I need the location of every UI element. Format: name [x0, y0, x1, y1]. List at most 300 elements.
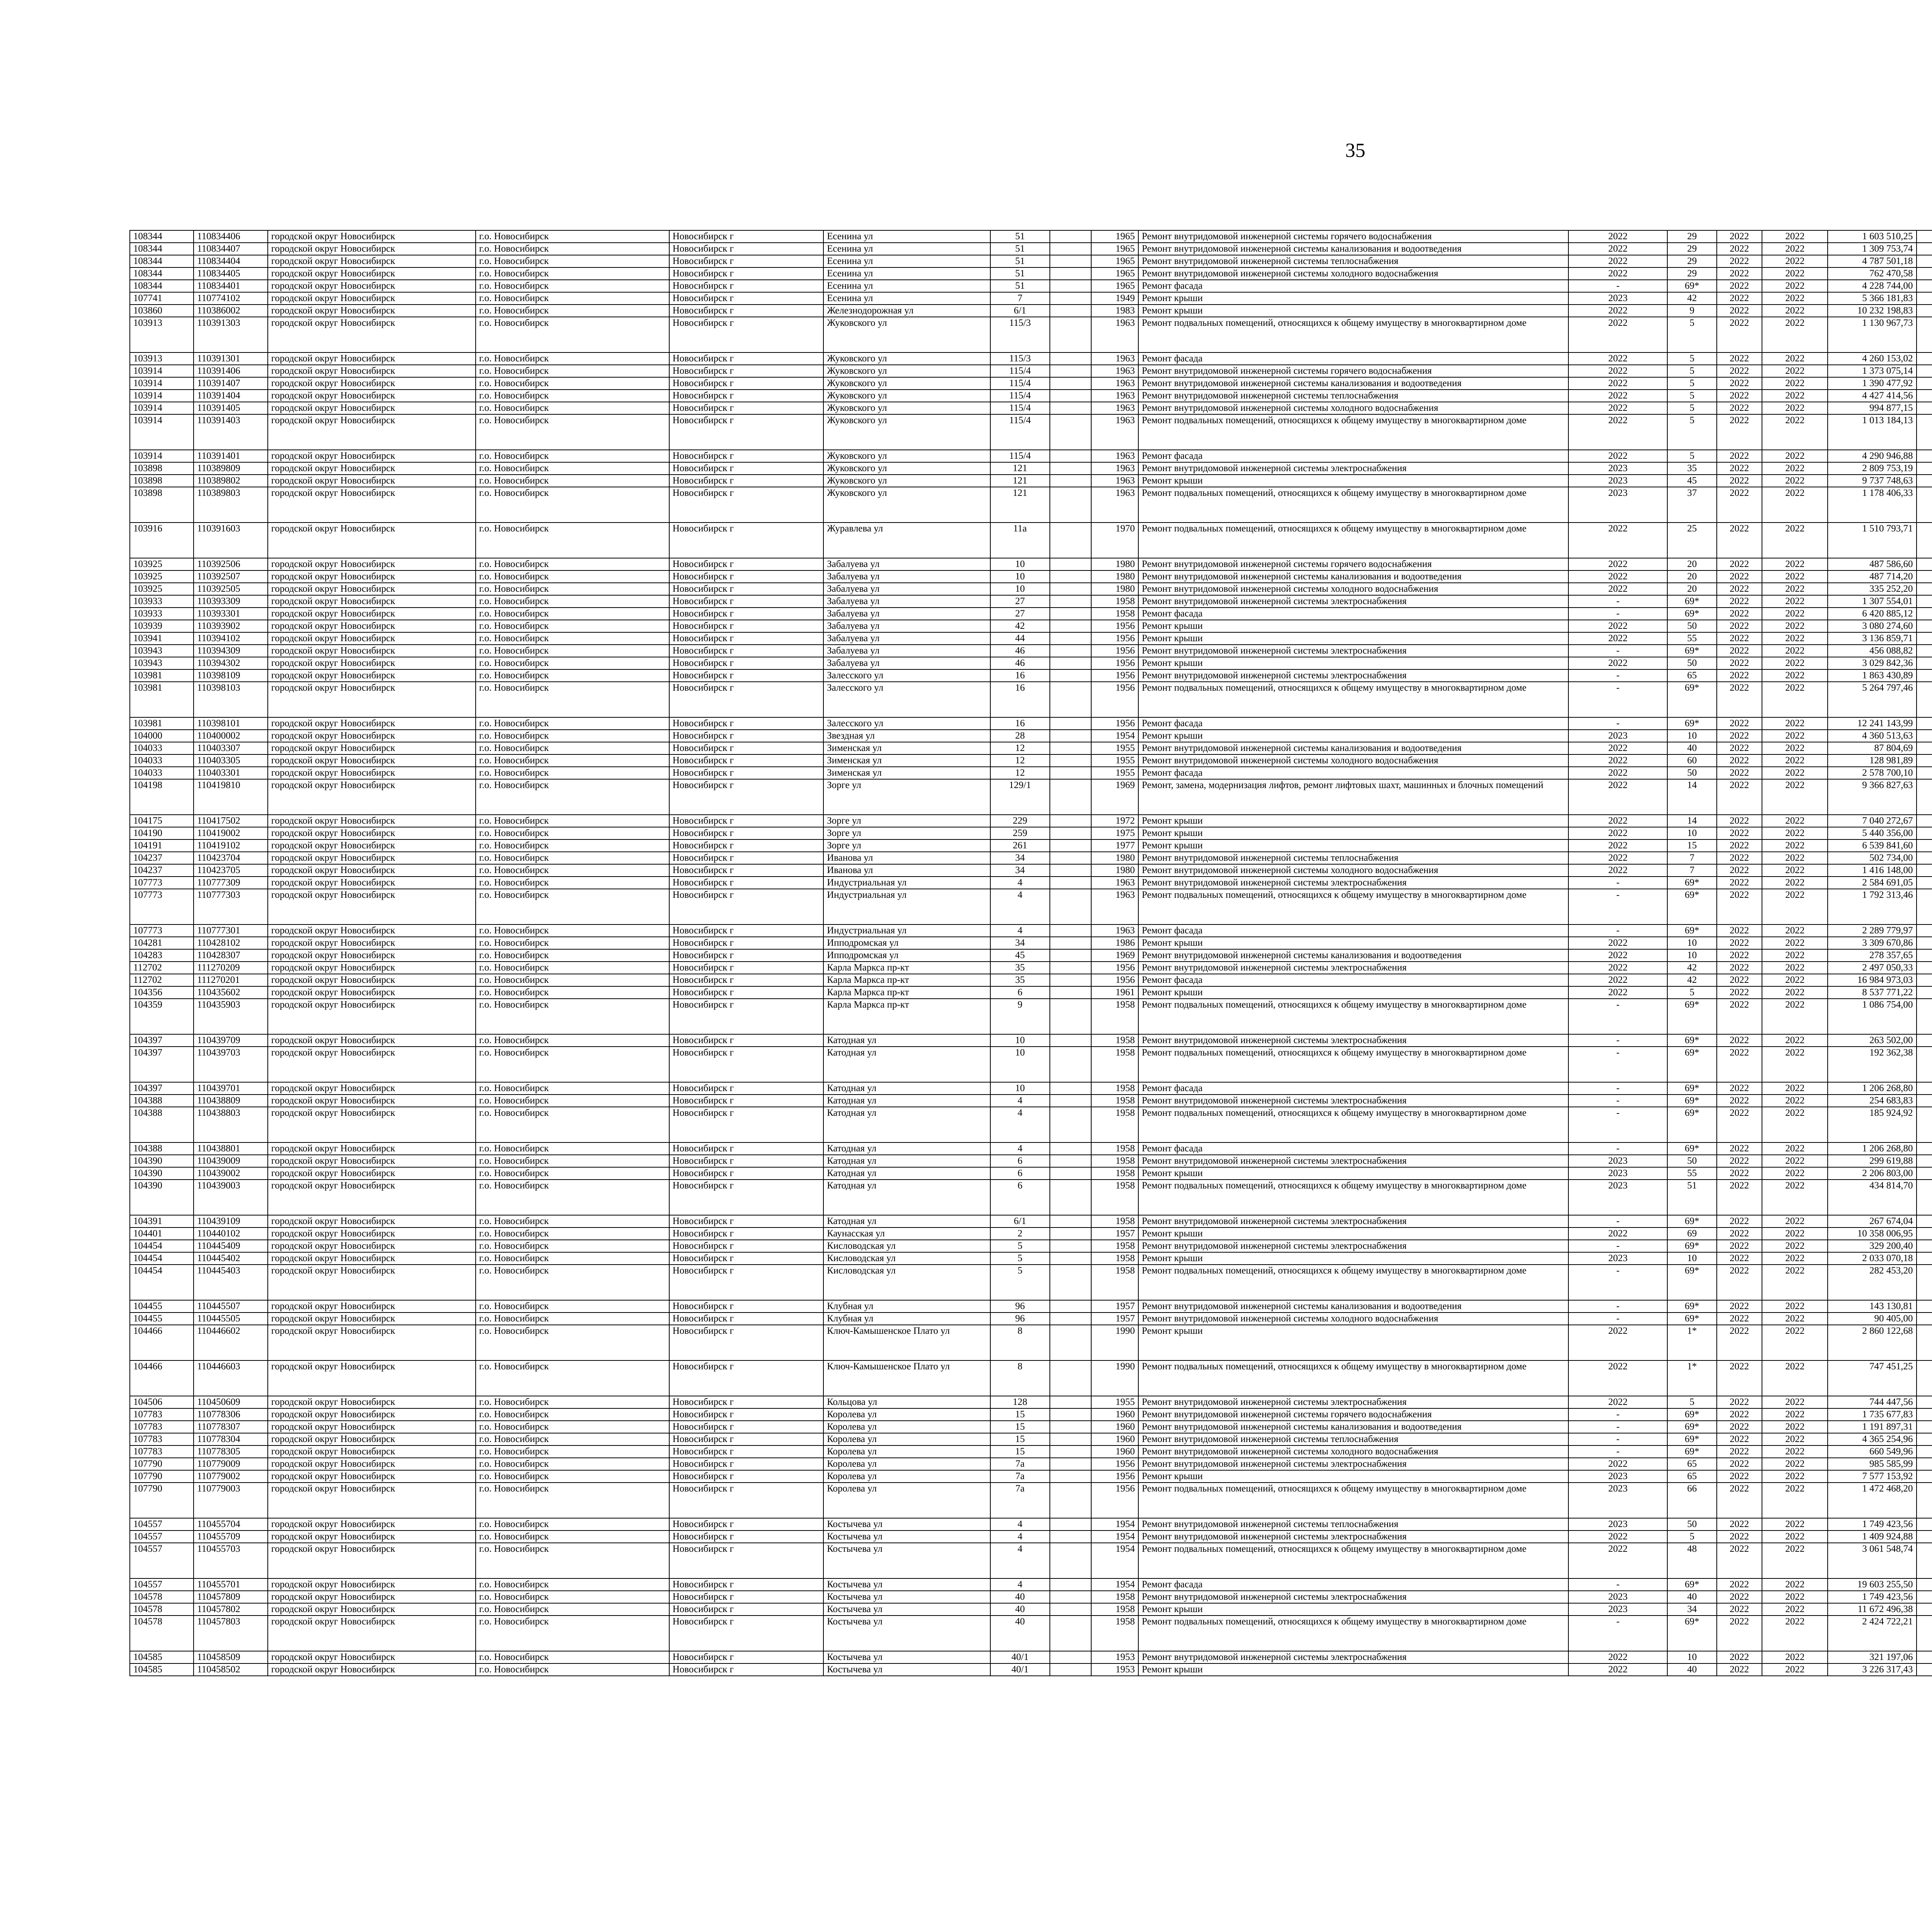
- cell-year: 1954: [1091, 1518, 1139, 1531]
- table-row: [130, 1360, 1932, 1396]
- cell-plan-year: 2022: [1568, 414, 1667, 450]
- cell-id: 108344: [130, 267, 194, 280]
- cell-settlement: г.о. Новосибирск: [476, 986, 669, 999]
- cell-cost-fund: [1917, 317, 1932, 352]
- cell-settlement: г.о. Новосибирск: [476, 570, 669, 583]
- cell-work: Ремонт внутридомовой инженерной системы электроснабжения: [1138, 1396, 1568, 1408]
- cell-settlement: г.о. Новосибирск: [476, 1470, 669, 1483]
- cell-lifetime: 69*: [1667, 1433, 1717, 1445]
- cell-work: Ремонт внутридомовой инженерной системы горячего водоснабжения: [1138, 1408, 1568, 1421]
- cell-work: Ремонт, замена, модернизация лифтов, ремонт лифтовых шахт, машинных и блочных помещений: [1138, 779, 1568, 815]
- cell-cost-total: 8 537 771,22: [1828, 986, 1916, 999]
- cell-settlement: г.о. Новосибирск: [476, 475, 669, 487]
- cell-plan-year: -: [1568, 1240, 1667, 1252]
- cell-lifetime: 5: [1667, 450, 1717, 462]
- cell-work: Ремонт подвальных помещений, относящихся к общему имуществу в многоквартирном доме: [1138, 889, 1568, 924]
- cell-cost-fund: [1917, 1433, 1932, 1445]
- cell-house: 10: [990, 1047, 1050, 1082]
- cell-settlement: г.о. Новосибирск: [476, 1167, 669, 1180]
- cell-end-year: 2022: [1762, 414, 1828, 450]
- cell-end-year: 2022: [1762, 1325, 1828, 1360]
- cell-street: Каунасская ул: [823, 1227, 990, 1240]
- cell-street: Зименская ул: [823, 767, 990, 779]
- cell-cost-fund: [1917, 1240, 1932, 1252]
- cell-work: Ремонт внутридомовой инженерной системы канализования и водоотведения: [1138, 1300, 1568, 1313]
- cell-work: Ремонт крыши: [1138, 986, 1568, 999]
- cell-municipality: городской округ Новосибирск: [268, 462, 476, 475]
- cell-cost-total: 4 427 414,56: [1828, 390, 1916, 402]
- cell-settlement: г.о. Новосибирск: [476, 1518, 669, 1531]
- cell-locality: Новосибирск г: [669, 1265, 824, 1300]
- cell-lifetime: 10: [1667, 1252, 1717, 1265]
- cell-municipality: городской округ Новосибирск: [268, 1663, 476, 1676]
- cell-street: Кольцова ул: [823, 1396, 990, 1408]
- cell-id: 104359: [130, 999, 194, 1034]
- cell-municipality: городской округ Новосибирск: [268, 889, 476, 924]
- cell-locality: Новосибирск г: [669, 1531, 824, 1543]
- cell-municipality: городской округ Новосибирск: [268, 877, 476, 889]
- cell-start-year: 2022: [1717, 815, 1762, 827]
- table-row: [130, 1651, 1932, 1663]
- cell-code: 110394102: [194, 632, 268, 645]
- cell-municipality: городской округ Новосибирск: [268, 390, 476, 402]
- cell-code: 110445505: [194, 1313, 268, 1325]
- cell-code: 110439109: [194, 1215, 268, 1227]
- cell-street: Катодная ул: [823, 1167, 990, 1180]
- cell-work: Ремонт внутридомовой инженерной системы электроснабжения: [1138, 877, 1568, 889]
- cell-start-year: 2022: [1717, 608, 1762, 620]
- cell-end-year: 2022: [1762, 1095, 1828, 1107]
- cell-id: 104356: [130, 986, 194, 999]
- cell-end-year: 2022: [1762, 280, 1828, 292]
- cell-street: Жуковского ул: [823, 377, 990, 390]
- cell-work: Ремонт внутридомовой инженерной системы электроснабжения: [1138, 1215, 1568, 1227]
- table-row: [130, 462, 1932, 475]
- cell-code: 110403301: [194, 767, 268, 779]
- page-number: 35: [1345, 140, 1366, 162]
- cell-locality: Новосибирск г: [669, 864, 824, 877]
- cell-street: Забалуева ул: [823, 570, 990, 583]
- cell-id: 103913: [130, 352, 194, 365]
- cell-work: Ремонт внутридомовой инженерной системы теплоснабжения: [1138, 852, 1568, 864]
- cell-code: 110438809: [194, 1095, 268, 1107]
- cell-cost-fund: [1917, 402, 1932, 414]
- cell-plan-year: 2022: [1568, 767, 1667, 779]
- cell-code: 110394302: [194, 657, 268, 669]
- cell-id: 103943: [130, 657, 194, 669]
- cell-cost-total: 1 307 554,01: [1828, 595, 1916, 608]
- table-row: [130, 230, 1932, 243]
- cell-lifetime: 69*: [1667, 1616, 1717, 1651]
- table-row: [130, 962, 1932, 974]
- cell-cost-total: 456 088,82: [1828, 645, 1916, 657]
- cell-plan-year: -: [1568, 1313, 1667, 1325]
- cell-lifetime: 69*: [1667, 924, 1717, 937]
- cell-house: 115/4: [990, 402, 1050, 414]
- cell-year: 1965: [1091, 230, 1139, 243]
- cell-municipality: городской округ Новосибирск: [268, 1107, 476, 1142]
- cell-work: Ремонт фасада: [1138, 717, 1568, 730]
- cell-street: Королева ул: [823, 1458, 990, 1470]
- cell-cost-fund: [1917, 352, 1932, 365]
- cell-corp: [1050, 255, 1091, 267]
- cell-locality: Новосибирск г: [669, 402, 824, 414]
- cell-municipality: городской округ Новосибирск: [268, 450, 476, 462]
- cell-house: 9: [990, 999, 1050, 1034]
- cell-house: 115/3: [990, 352, 1050, 365]
- cell-street: Есенина ул: [823, 292, 990, 305]
- cell-municipality: городской округ Новосибирск: [268, 267, 476, 280]
- cell-cost-fund: [1917, 1360, 1932, 1396]
- cell-municipality: городской округ Новосибирск: [268, 1396, 476, 1408]
- cell-street: Клубная ул: [823, 1313, 990, 1325]
- cell-cost-total: 192 362,38: [1828, 1047, 1916, 1082]
- cell-end-year: 2022: [1762, 267, 1828, 280]
- cell-street: Забалуева ул: [823, 595, 990, 608]
- cell-street: Индустриальная ул: [823, 889, 990, 924]
- cell-plan-year: -: [1568, 1433, 1667, 1445]
- cell-id: 104466: [130, 1325, 194, 1360]
- cell-municipality: городской округ Новосибирск: [268, 620, 476, 632]
- cell-house: 40: [990, 1603, 1050, 1616]
- cell-municipality: городской округ Новосибирск: [268, 779, 476, 815]
- cell-cost-total: 263 502,00: [1828, 1034, 1916, 1047]
- cell-work: Ремонт внутридомовой инженерной системы электроснабжения: [1138, 1591, 1568, 1603]
- cell-lifetime: 69*: [1667, 1047, 1717, 1082]
- cell-code: 110445402: [194, 1252, 268, 1265]
- cell-code: 110834404: [194, 255, 268, 267]
- cell-start-year: 2022: [1717, 230, 1762, 243]
- cell-settlement: г.о. Новосибирск: [476, 852, 669, 864]
- cell-work: Ремонт внутридомовой инженерной системы горячего водоснабжения: [1138, 365, 1568, 377]
- cell-cost-total: 282 453,20: [1828, 1265, 1916, 1300]
- cell-house: 115/4: [990, 377, 1050, 390]
- cell-end-year: 2022: [1762, 1252, 1828, 1265]
- cell-start-year: 2022: [1717, 1396, 1762, 1408]
- cell-id: 104391: [130, 1215, 194, 1227]
- cell-cost-total: 3 136 859,71: [1828, 632, 1916, 645]
- cell-lifetime: 69*: [1667, 1300, 1717, 1313]
- cell-cost-total: 6 539 841,60: [1828, 839, 1916, 852]
- cell-lifetime: 35: [1667, 462, 1717, 475]
- cell-start-year: 2022: [1717, 402, 1762, 414]
- cell-municipality: городской округ Новосибирск: [268, 937, 476, 949]
- cell-street: Зорге ул: [823, 779, 990, 815]
- table-row: [130, 1142, 1932, 1155]
- cell-end-year: 2022: [1762, 1300, 1828, 1313]
- cell-end-year: 2022: [1762, 608, 1828, 620]
- cell-corp: [1050, 1047, 1091, 1082]
- cell-code: 110423704: [194, 852, 268, 864]
- cell-code: 110394309: [194, 645, 268, 657]
- cell-end-year: 2022: [1762, 1651, 1828, 1663]
- cell-settlement: г.о. Новосибирск: [476, 1663, 669, 1676]
- cell-locality: Новосибирск г: [669, 243, 824, 255]
- cell-start-year: 2022: [1717, 1300, 1762, 1313]
- cell-cost-total: 1 390 477,92: [1828, 377, 1916, 390]
- cell-work: Ремонт внутридомовой инженерной системы электроснабжения: [1138, 645, 1568, 657]
- cell-street: Королева ул: [823, 1445, 990, 1458]
- cell-end-year: 2022: [1762, 1082, 1828, 1095]
- cell-locality: Новосибирск г: [669, 1458, 824, 1470]
- cell-start-year: 2022: [1717, 595, 1762, 608]
- cell-start-year: 2022: [1717, 390, 1762, 402]
- cell-locality: Новосибирск г: [669, 1578, 824, 1591]
- cell-cost-total: 7 040 272,67: [1828, 815, 1916, 827]
- cell-year: 1958: [1091, 999, 1139, 1034]
- cell-id: 104454: [130, 1240, 194, 1252]
- cell-street: Зорге ул: [823, 827, 990, 839]
- cell-settlement: г.о. Новосибирск: [476, 657, 669, 669]
- table-row: [130, 742, 1932, 754]
- cell-cost-fund: [1917, 608, 1932, 620]
- cell-work: Ремонт внутридомовой инженерной системы холодного водоснабжения: [1138, 754, 1568, 767]
- cell-id: 104585: [130, 1651, 194, 1663]
- cell-lifetime: 9: [1667, 305, 1717, 317]
- cell-cost-total: 2 578 700,10: [1828, 767, 1916, 779]
- cell-year: 1958: [1091, 1616, 1139, 1651]
- table-row: [130, 450, 1932, 462]
- cell-settlement: г.о. Новосибирск: [476, 1034, 669, 1047]
- cell-locality: Новосибирск г: [669, 827, 824, 839]
- cell-lifetime: 40: [1667, 742, 1717, 754]
- cell-code: 110445403: [194, 1265, 268, 1300]
- cell-year: 1956: [1091, 620, 1139, 632]
- cell-settlement: г.о. Новосибирск: [476, 1445, 669, 1458]
- cell-settlement: г.о. Новосибирск: [476, 1651, 669, 1663]
- cell-municipality: городской округ Новосибирск: [268, 1142, 476, 1155]
- cell-municipality: городской округ Новосибирск: [268, 414, 476, 450]
- cell-settlement: г.о. Новосибирск: [476, 1142, 669, 1155]
- cell-locality: Новосибирск г: [669, 414, 824, 450]
- cell-street: Катодная ул: [823, 1142, 990, 1155]
- cell-work: Ремонт подвальных помещений, относящихся к общему имуществу в многоквартирном доме: [1138, 487, 1568, 523]
- cell-settlement: г.о. Новосибирск: [476, 1578, 669, 1591]
- cell-corp: [1050, 1445, 1091, 1458]
- cell-cost-fund: [1917, 877, 1932, 889]
- cell-house: 96: [990, 1300, 1050, 1313]
- cell-house: 229: [990, 815, 1050, 827]
- cell-locality: Новосибирск г: [669, 1591, 824, 1603]
- cell-start-year: 2022: [1717, 1360, 1762, 1396]
- cell-settlement: г.о. Новосибирск: [476, 1095, 669, 1107]
- cell-settlement: г.о. Новосибирск: [476, 1360, 669, 1396]
- cell-cost-fund: [1917, 230, 1932, 243]
- cell-code: 110428307: [194, 949, 268, 962]
- cell-year: 1954: [1091, 1578, 1139, 1591]
- cell-municipality: городской округ Новосибирск: [268, 974, 476, 986]
- cell-year: 1958: [1091, 1215, 1139, 1227]
- cell-code: 110423705: [194, 864, 268, 877]
- cell-cost-fund: [1917, 1300, 1932, 1313]
- cell-end-year: 2022: [1762, 864, 1828, 877]
- cell-id: 103914: [130, 450, 194, 462]
- cell-lifetime: 69*: [1667, 1445, 1717, 1458]
- cell-end-year: 2022: [1762, 1180, 1828, 1215]
- cell-year: 1957: [1091, 1300, 1139, 1313]
- cell-cost-total: 1 603 510,25: [1828, 230, 1916, 243]
- cell-code: 110403307: [194, 742, 268, 754]
- cell-year: 1960: [1091, 1421, 1139, 1433]
- cell-locality: Новосибирск г: [669, 645, 824, 657]
- cell-year: 1958: [1091, 1167, 1139, 1180]
- cell-street: Забалуева ул: [823, 558, 990, 570]
- cell-id: 103933: [130, 595, 194, 608]
- cell-lifetime: 69*: [1667, 1142, 1717, 1155]
- cell-locality: Новосибирск г: [669, 1543, 824, 1578]
- cell-municipality: городской округ Новосибирск: [268, 1591, 476, 1603]
- cell-corp: [1050, 280, 1091, 292]
- cell-plan-year: 2022: [1568, 243, 1667, 255]
- cell-street: Залесского ул: [823, 669, 990, 682]
- cell-house: 51: [990, 255, 1050, 267]
- cell-corp: [1050, 1240, 1091, 1252]
- cell-code: 110455704: [194, 1518, 268, 1531]
- cell-start-year: 2022: [1717, 1578, 1762, 1591]
- cell-corp: [1050, 924, 1091, 937]
- cell-plan-year: 2022: [1568, 815, 1667, 827]
- cell-locality: Новосибирск г: [669, 280, 824, 292]
- cell-year: 1955: [1091, 754, 1139, 767]
- cell-lifetime: 69*: [1667, 1082, 1717, 1095]
- cell-code: 110457802: [194, 1603, 268, 1616]
- cell-lifetime: 50: [1667, 1155, 1717, 1167]
- cell-start-year: 2022: [1717, 1227, 1762, 1240]
- cell-year: 1956: [1091, 974, 1139, 986]
- cell-work: Ремонт внутридомовой инженерной системы электроснабжения: [1138, 1240, 1568, 1252]
- cell-street: Забалуева ул: [823, 608, 990, 620]
- cell-street: Забалуева ул: [823, 583, 990, 595]
- cell-cost-total: 2 424 722,21: [1828, 1616, 1916, 1651]
- cell-cost-fund: [1917, 462, 1932, 475]
- cell-locality: Новосибирск г: [669, 999, 824, 1034]
- table-row: [130, 1167, 1932, 1180]
- cell-municipality: городской округ Новосибирск: [268, 243, 476, 255]
- cell-work: Ремонт крыши: [1138, 1603, 1568, 1616]
- cell-end-year: 2022: [1762, 999, 1828, 1034]
- cell-cost-total: 1 792 313,46: [1828, 889, 1916, 924]
- cell-end-year: 2022: [1762, 632, 1828, 645]
- cell-start-year: 2022: [1717, 620, 1762, 632]
- cell-end-year: 2022: [1762, 1265, 1828, 1300]
- cell-cost-total: 7 577 153,92: [1828, 1470, 1916, 1483]
- cell-end-year: 2022: [1762, 1445, 1828, 1458]
- cell-locality: Новосибирск г: [669, 852, 824, 864]
- cell-plan-year: -: [1568, 1300, 1667, 1313]
- cell-work: Ремонт крыши: [1138, 305, 1568, 317]
- cell-settlement: г.о. Новосибирск: [476, 999, 669, 1034]
- cell-code: 110778307: [194, 1421, 268, 1433]
- cell-work: Ремонт внутридомовой инженерной системы электроснабжения: [1138, 1651, 1568, 1663]
- cell-street: Звездная ул: [823, 730, 990, 742]
- table-row: [130, 365, 1932, 377]
- cell-plan-year: 2022: [1568, 754, 1667, 767]
- cell-house: 16: [990, 669, 1050, 682]
- table-row: [130, 877, 1932, 889]
- cell-code: 110391403: [194, 414, 268, 450]
- cell-id: 108344: [130, 255, 194, 267]
- cell-cost-total: 19 603 255,50: [1828, 1578, 1916, 1591]
- cell-year: 1983: [1091, 305, 1139, 317]
- cell-lifetime: 10: [1667, 949, 1717, 962]
- cell-municipality: городской округ Новосибирск: [268, 292, 476, 305]
- cell-settlement: г.о. Новосибирск: [476, 583, 669, 595]
- cell-year: 1963: [1091, 924, 1139, 937]
- cell-code: 110417502: [194, 815, 268, 827]
- cell-corp: [1050, 645, 1091, 657]
- cell-code: 110391303: [194, 317, 268, 352]
- cell-end-year: 2022: [1762, 243, 1828, 255]
- cell-locality: Новосибирск г: [669, 620, 824, 632]
- cell-settlement: г.о. Новосибирск: [476, 1107, 669, 1142]
- cell-municipality: городской округ Новосибирск: [268, 317, 476, 352]
- cell-code: 110458509: [194, 1651, 268, 1663]
- cell-code: 110386002: [194, 305, 268, 317]
- cell-corp: [1050, 1142, 1091, 1155]
- cell-house: 121: [990, 487, 1050, 523]
- cell-cost-total: 299 619,88: [1828, 1155, 1916, 1167]
- cell-cost-total: 4 228 744,00: [1828, 280, 1916, 292]
- cell-lifetime: 45: [1667, 475, 1717, 487]
- cell-house: 6: [990, 1180, 1050, 1215]
- cell-house: 4: [990, 889, 1050, 924]
- cell-cost-total: 12 241 143,99: [1828, 717, 1916, 730]
- cell-end-year: 2022: [1762, 620, 1828, 632]
- cell-corp: [1050, 1408, 1091, 1421]
- cell-start-year: 2022: [1717, 1531, 1762, 1543]
- table-row: [130, 986, 1932, 999]
- cell-cost-total: 6 420 885,12: [1828, 608, 1916, 620]
- cell-settlement: г.о. Новосибирск: [476, 377, 669, 390]
- cell-municipality: городской округ Новосибирск: [268, 1470, 476, 1483]
- cell-street: Катодная ул: [823, 1082, 990, 1095]
- cell-locality: Новосибирск г: [669, 1107, 824, 1142]
- cell-municipality: городской округ Новосибирск: [268, 255, 476, 267]
- cell-year: 1958: [1091, 1252, 1139, 1265]
- cell-locality: Новосибирск г: [669, 1252, 824, 1265]
- cell-municipality: городской округ Новосибирск: [268, 1543, 476, 1578]
- cell-end-year: 2022: [1762, 1142, 1828, 1155]
- table-row: [130, 1325, 1932, 1360]
- cell-street: Королева ул: [823, 1470, 990, 1483]
- cell-locality: Новосибирск г: [669, 1180, 824, 1215]
- cell-code: 110389802: [194, 475, 268, 487]
- cell-house: 6: [990, 1155, 1050, 1167]
- cell-settlement: г.о. Новосибирск: [476, 779, 669, 815]
- cell-house: 10: [990, 558, 1050, 570]
- cell-cost-total: 3 226 317,43: [1828, 1663, 1916, 1676]
- table-row: [130, 815, 1932, 827]
- table-row: [130, 1180, 1932, 1215]
- cell-corp: [1050, 475, 1091, 487]
- cell-corp: [1050, 1215, 1091, 1227]
- cell-lifetime: 50: [1667, 767, 1717, 779]
- cell-plan-year: 2022: [1568, 558, 1667, 570]
- cell-municipality: городской округ Новосибирск: [268, 305, 476, 317]
- cell-cost-fund: [1917, 889, 1932, 924]
- cell-cost-total: 2 584 691,05: [1828, 877, 1916, 889]
- cell-work: Ремонт внутридомовой инженерной системы горячего водоснабжения: [1138, 558, 1568, 570]
- cell-year: 1960: [1091, 1433, 1139, 1445]
- cell-year: 1958: [1091, 1240, 1139, 1252]
- cell-work: Ремонт крыши: [1138, 937, 1568, 949]
- cell-locality: Новосибирск г: [669, 1396, 824, 1408]
- cell-cost-fund: [1917, 717, 1932, 730]
- cell-municipality: городской округ Новосибирск: [268, 1421, 476, 1433]
- cell-lifetime: 69*: [1667, 682, 1717, 717]
- cell-locality: Новосибирск г: [669, 583, 824, 595]
- cell-corp: [1050, 962, 1091, 974]
